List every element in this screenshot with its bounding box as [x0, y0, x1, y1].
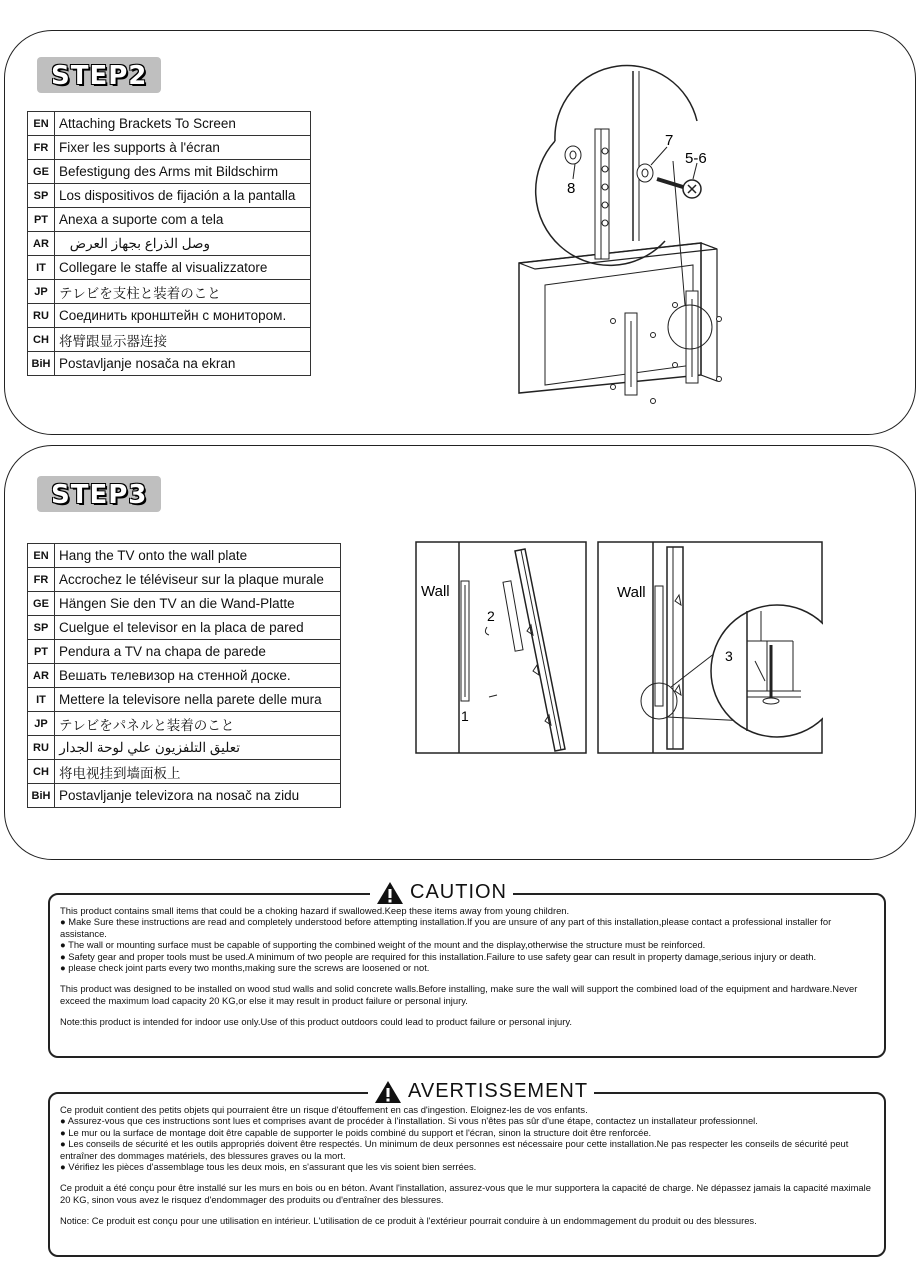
caution-heading	[370, 881, 513, 905]
language-code: SP	[28, 184, 55, 208]
caution-box	[48, 881, 886, 1058]
caution-bullet: ● please check joint parts every two months,making sure the screws are loosened or not.	[60, 962, 430, 974]
avertissement-heading	[368, 1080, 594, 1104]
language-row	[28, 664, 341, 688]
avertissement-paragraph: Ce produit a été conçu pour être installé sur les murs en bois ou en béton. Avant l'installation, assurez-vous que le mur supportera la capacité de charge. Ne dépassez jamais la capacité maximale 20 KG, sinon vous avez le risquez d'endommager des produits ou d'entraîner des blessures.	[60, 1182, 871, 1205]
avertissement-bullet: ● Assurez-vous que ces instructions sont lues et comprises avant de procéder à l'installation. Si vous n'êtes pas sûr d'une étape, contactez un installateur professionnel.	[60, 1115, 758, 1127]
language-row	[28, 256, 311, 280]
warning-triangle-icon	[374, 1080, 402, 1104]
language-text: Postavljanje nosača na ekran	[55, 352, 311, 376]
language-row	[28, 136, 311, 160]
language-row	[28, 736, 341, 760]
language-text: Cuelgue el televisor en la placa de pared	[55, 616, 341, 640]
step3-screw-diagram	[597, 541, 823, 754]
avertissement-box	[48, 1080, 886, 1257]
language-row	[28, 640, 341, 664]
language-row	[28, 568, 341, 592]
language-row	[28, 592, 341, 616]
language-code: AR	[28, 232, 55, 256]
language-code: GE	[28, 592, 55, 616]
avertissement-title: AVERTISSEMENT	[408, 1080, 589, 1103]
language-code: PT	[28, 640, 55, 664]
language-text: Hang the TV onto the wall plate	[55, 544, 341, 568]
language-code: AR	[28, 664, 55, 688]
language-row	[28, 112, 311, 136]
callout-3: 3	[725, 648, 733, 664]
step2-title: STEP2	[37, 57, 161, 93]
step2-bracket-diagram	[505, 51, 905, 436]
step3-hang-diagram	[415, 541, 587, 754]
language-code: GE	[28, 160, 55, 184]
language-text: 将臂跟显示器连接	[55, 328, 311, 352]
callout-2: 2	[487, 608, 495, 624]
language-text: テレビをパネルと装着のこと	[55, 712, 341, 736]
language-code: JP	[28, 280, 55, 304]
language-text: تعليق التلفزيون علي لوحة الجدار	[55, 736, 341, 760]
language-text: Pendura a TV na chapa de parede	[55, 640, 341, 664]
language-text: Postavljanje televizora na nosač na zidu	[55, 784, 341, 808]
avertissement-bullet: ● Vérifiez les pièces d'assemblage tous les deux mois, en s'assurant que les vis soient bien serrées.	[60, 1161, 477, 1173]
language-code: SP	[28, 616, 55, 640]
language-text: Соединить кронштейн с монитором.	[55, 304, 311, 328]
caution-bullet: ● The wall or mounting surface must be capable of supporting the combined weight of the mount and the display,otherwise the structure must be reinforced.	[60, 939, 706, 951]
caution-note: Note:this product is intended for indoor use only.Use of this product outdoors could lead to product failure or personal injury.	[60, 1016, 572, 1028]
language-code: EN	[28, 112, 55, 136]
caution-bullet: ● Safety gear and proper tools must be used.A minimum of two people are required for this installation.Failure to use safety gear can result in property damage,serious injury or death.	[60, 950, 817, 962]
avertissement-notice: Notice: Ce produit est conçu pour une utilisation en intérieur. L'utilisation de ce produit à l'extérieur pourrait conduire à un endommagement du produit ou des blessures.	[60, 1215, 757, 1227]
caution-paragraph: This product was designed to be installed on wood stud walls and solid concrete walls.Before installing, make sure the wall will support the combined load of the equipment and hardware.Never exceed the maximum load capacity 20 KG,or else it may result in product failure or personal injury.	[60, 983, 858, 1006]
language-code: IT	[28, 256, 55, 280]
callout-5-6: 5-6	[685, 150, 707, 167]
language-code: FR	[28, 136, 55, 160]
warning-triangle-icon	[376, 881, 404, 905]
language-text: وصل الذراع بجهاز العرض	[55, 232, 311, 256]
step3-panel	[4, 445, 916, 860]
language-row	[28, 544, 341, 568]
language-row	[28, 160, 311, 184]
language-row	[28, 352, 311, 376]
language-row	[28, 280, 311, 304]
language-row	[28, 304, 311, 328]
language-code: CH	[28, 760, 55, 784]
language-text: Accrochez le téléviseur sur la plaque murale	[55, 568, 341, 592]
language-code: RU	[28, 304, 55, 328]
step2-panel	[4, 30, 916, 435]
callout-1: 1	[461, 708, 469, 724]
language-code: BiH	[28, 784, 55, 808]
language-row	[28, 208, 311, 232]
language-row	[28, 328, 311, 352]
language-code: JP	[28, 712, 55, 736]
language-row	[28, 712, 341, 736]
language-text: テレビを支柱と装着のこと	[55, 280, 311, 304]
caution-bullet: ● Make Sure these instructions are read and completely understood before attempting installation.If you are unsure of any part of this installation,please contact a professional installer for assistance.	[60, 916, 832, 939]
language-text: Attaching Brackets To Screen	[55, 112, 311, 136]
wall-label-right: Wall	[617, 584, 646, 601]
language-row	[28, 688, 341, 712]
language-code: BiH	[28, 352, 55, 376]
avertissement-bullet: ● Le mur ou la surface de montage doit être capable de supporter le poids combiné du support et l'écran, sinon la structure doit être renforcée.	[60, 1126, 652, 1138]
step3-title: STEP3	[37, 476, 161, 512]
language-code: RU	[28, 736, 55, 760]
language-text: Befestigung des Arms mit Bildschirm	[55, 160, 311, 184]
language-code: IT	[28, 688, 55, 712]
caution-intro: This product contains small items that could be a choking hazard if swallowed.Keep these items away from young children.	[60, 905, 570, 916]
language-text: 将电视挂到墙面板上	[55, 760, 341, 784]
language-text: Mettere la televisore nella parete delle mura	[55, 688, 341, 712]
wall-label-left: Wall	[421, 583, 450, 600]
language-text: Anexa a suporte com a tela	[55, 208, 311, 232]
language-row	[28, 616, 341, 640]
step3-language-table	[27, 543, 341, 808]
language-text: Вешать телевизор на стенной доске.	[55, 664, 341, 688]
language-text: Los dispositivos de fijación a la pantalla	[55, 184, 311, 208]
avertissement-intro: Ce produit contient des petits objets qui pourraient être un risque d'étouffement en cas d'ingestion. Eloignez-les de vos enfants.	[60, 1104, 588, 1115]
language-text: Collegare le staffe al visualizzatore	[55, 256, 311, 280]
language-row	[28, 232, 311, 256]
language-code: PT	[28, 208, 55, 232]
callout-8: 8	[567, 180, 576, 197]
avertissement-bullet: ● Les conseils de sécurité et les outils appropriés doivent être respectés. Un minimum de deux personnes est nécessaire pour cette installation.Ne pas respecter les conseils de sécurité peut entraîner des dommages matériels, des blessures graves ou la mort.	[60, 1138, 849, 1161]
callout-7: 7	[665, 132, 674, 149]
language-row	[28, 784, 341, 808]
step2-language-table	[27, 111, 311, 376]
language-text: Hängen Sie den TV an die Wand-Platte	[55, 592, 341, 616]
caution-title: CAUTION	[410, 881, 507, 904]
language-row	[28, 184, 311, 208]
language-code: FR	[28, 568, 55, 592]
language-code: CH	[28, 328, 55, 352]
language-text: Fixer les supports à l'écran	[55, 136, 311, 160]
language-row	[28, 760, 341, 784]
language-code: EN	[28, 544, 55, 568]
